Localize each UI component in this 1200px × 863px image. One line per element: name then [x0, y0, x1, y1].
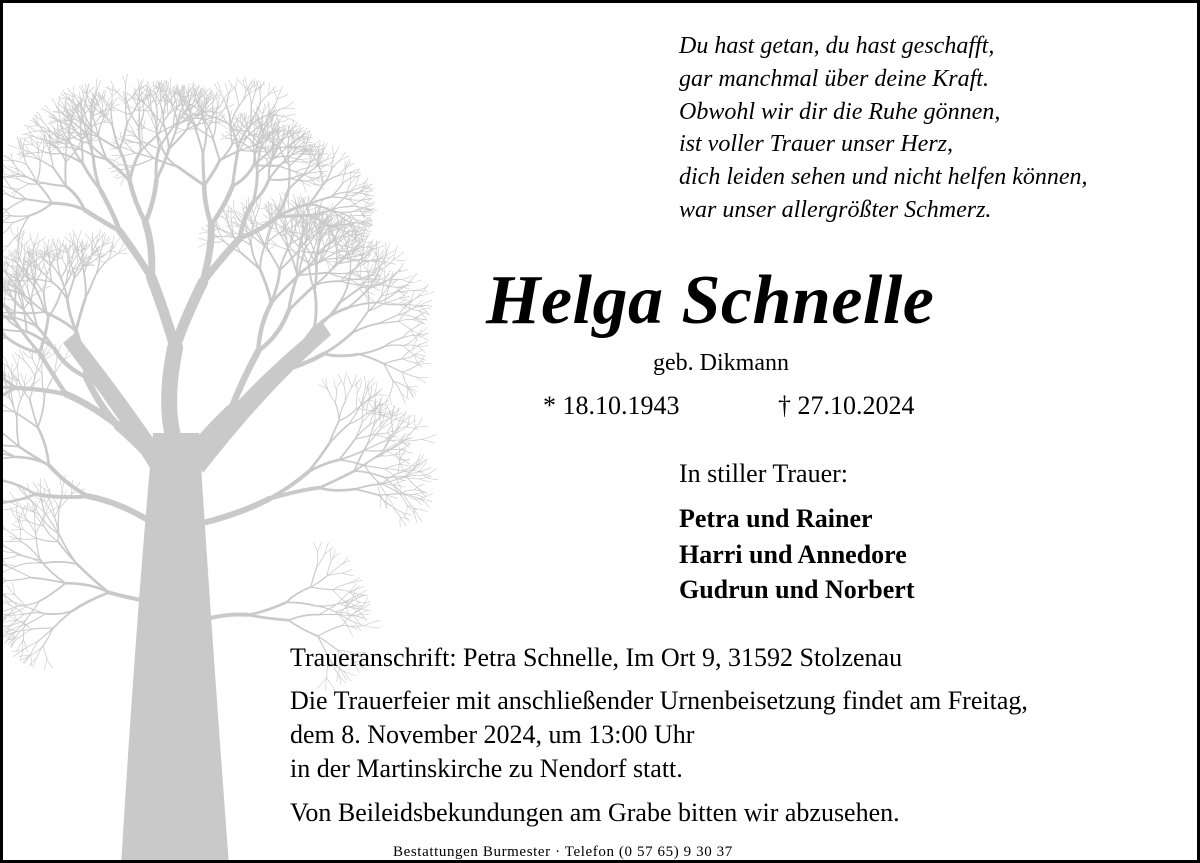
poem-line: war unser allergrößter Schmerz.: [679, 196, 992, 223]
memorial-poem: [679, 30, 1088, 227]
mourner-name: Harri und Annedore: [679, 539, 907, 569]
funeral-home-footer: Bestattungen Burmester · Telefon (0 57 65) 9 30 37: [385, 841, 741, 863]
mourner-name: Petra und Rainer: [679, 504, 873, 533]
mourning-address: Traueranschrift: Petra Schnelle, Im Ort 9, 31592 Stolzenau: [290, 643, 903, 672]
poem-line: dich leiden sehen und nicht helfen können,: [679, 164, 1088, 191]
ceremony-line: Die Trauerfeier mit anschließender Urnenbeisetzung findet am Freitag,: [290, 686, 1028, 715]
ceremony-details: [290, 684, 1028, 786]
ceremony-line: in der Martinskirche zu Nendorf statt.: [290, 754, 683, 783]
death-date: † 27.10.2024: [778, 391, 915, 420]
mourners-list: [679, 501, 915, 608]
deceased-name: Helga Schnelle: [486, 262, 935, 339]
poem-line: Obwohl wir dir die Ruhe gönnen,: [679, 98, 1001, 125]
poem-line: gar manchmal über deine Kraft.: [679, 65, 989, 92]
condolence-note: Von Beileidsbekundungen am Grabe bitten wir abzusehen.: [290, 798, 900, 827]
mourner-name: Gudrun und Norbert: [679, 575, 915, 604]
mourners-intro: In stiller Trauer:: [679, 459, 848, 488]
maiden-name: geb. Dikmann: [653, 350, 789, 376]
ceremony-line: dem 8. November 2024, um 13:00 Uhr: [290, 720, 695, 749]
poem-line: Du hast getan, du hast geschafft,: [679, 33, 995, 59]
poem-line: ist voller Trauer unser Herz,: [679, 131, 954, 158]
birth-date: * 18.10.1943: [543, 391, 680, 420]
